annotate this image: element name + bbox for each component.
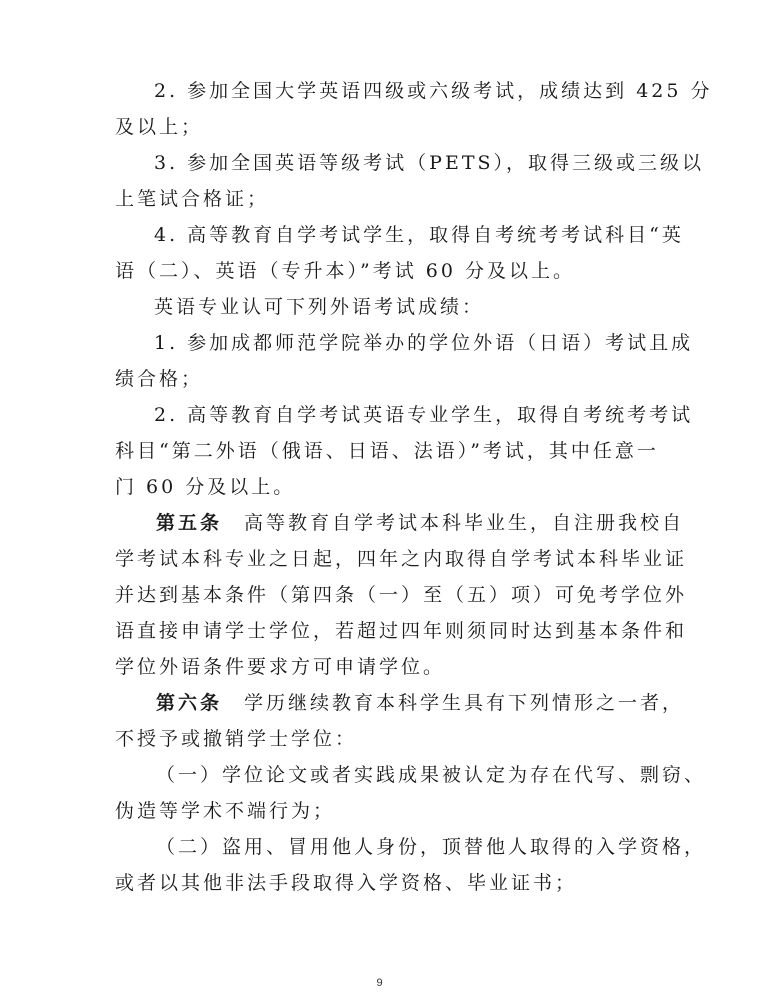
paragraph-line: 4. 高等教育自学考试学生，取得自考统考考试科目“英 bbox=[154, 224, 684, 246]
paragraph-line: 语（二）、英语（专升本）”考试 60 分及以上。 bbox=[115, 260, 575, 282]
paragraph-line: 科目“第二外语（俄语、日语、法语）”考试，其中任意一 bbox=[115, 440, 659, 462]
paragraph-line: （一）学位论文或者实践成果被认定为存在代写、剽窃、 bbox=[156, 764, 707, 786]
paragraph-line: 不授予或撤销学士学位： bbox=[115, 728, 358, 750]
paragraph-line: 英语专业认可下列外语考试成绩： bbox=[154, 296, 485, 318]
paragraph-line: 语直接申请学士学位，若超过四年则须同时达到基本条件和 bbox=[115, 620, 688, 642]
paragraph-line: （二）盗用、冒用他人身份，顶替他人取得的入学资格， bbox=[156, 836, 707, 858]
paragraph-line: 绩合格； bbox=[115, 368, 204, 390]
paragraph-line: 2. 参加全国大学英语四级或六级考试，成绩达到 425 分 bbox=[154, 80, 713, 102]
paragraph-line: 伪造等学术不端行为； bbox=[115, 800, 336, 822]
paragraph-line: 学位外语条件要求方可申请学位。 bbox=[115, 656, 446, 678]
paragraph-line: 2. 高等教育自学考试英语专业学生，取得自考统考考试 bbox=[154, 404, 694, 426]
paragraph-line: 并达到基本条件（第四条（一）至（五）项）可免考学位外 bbox=[115, 584, 688, 606]
article-6-heading: 第六条 bbox=[156, 692, 223, 714]
paragraph-line: 或者以其他非法手段取得入学资格、毕业证书； bbox=[115, 872, 578, 894]
paragraph-line: 1. 参加成都师范学院举办的学位外语（日语）考试且成 bbox=[154, 332, 694, 354]
paragraph-line: 学历继续教育本科学生具有下列情形之一者， bbox=[244, 692, 685, 714]
paragraph-line: 及以上； bbox=[115, 116, 204, 138]
article-5-first-line bbox=[156, 514, 684, 533]
paragraph-line: 上笔试合格证； bbox=[115, 188, 270, 210]
article-6-first-line bbox=[156, 694, 684, 713]
article-5-heading: 第五条 bbox=[156, 512, 223, 534]
paragraph-line: 门 60 分及以上。 bbox=[115, 476, 296, 498]
page-number: 9 bbox=[376, 977, 383, 989]
paragraph-line: 学考试本科专业之日起，四年之内取得自学考试本科毕业证 bbox=[115, 548, 688, 570]
paragraph-line: 3. 参加全国英语等级考试（PETS），取得三级或三级以 bbox=[154, 152, 705, 174]
paragraph-line: 高等教育自学考试本科毕业生，自注册我校自 bbox=[244, 512, 685, 534]
